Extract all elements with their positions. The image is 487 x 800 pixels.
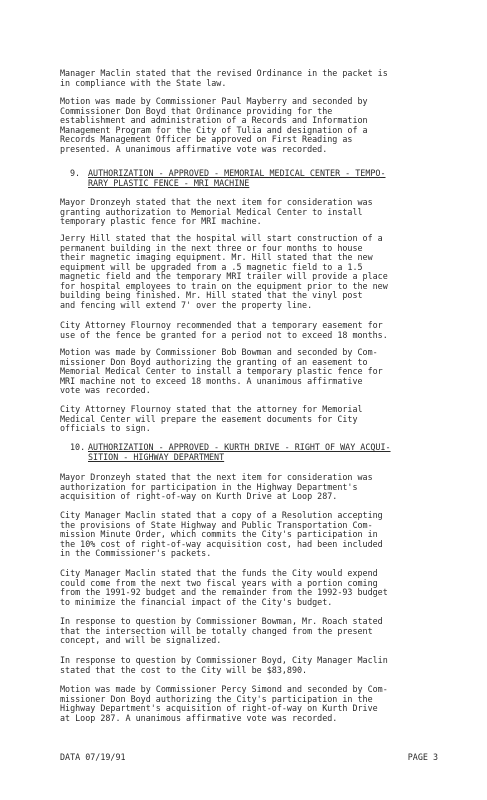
text-line: their magnetic imaging equipment. Mr. Hill stated that the new xyxy=(60,253,373,262)
text-line: in compliance with the State law. xyxy=(60,78,227,88)
paragraph-funds xyxy=(60,569,432,607)
text-line: concept, and will be signalized. xyxy=(60,636,222,645)
text-line: from the 1991-92 budget and the remainder from the 1992-93 budget xyxy=(60,588,388,597)
text-line: Medical Center will prepare the easement documents for City xyxy=(60,414,358,424)
text-line: missioner Don Boyd authorizing the City's participation in the xyxy=(60,694,373,704)
text-line: City Attorney Flournoy recommended that a temporary easement for xyxy=(60,321,383,330)
paragraph-kurth-motion xyxy=(60,685,432,723)
text-line: City Manager Maclin stated that a copy of a Resolution accepting xyxy=(60,511,383,520)
text-line: the 10% cost of right-of-way acquisition cost, had been included xyxy=(60,539,383,549)
text-line: MRI machine not to exceed 18 months. A unanimous affirmative xyxy=(60,376,363,386)
text-line: at Loop 287. A unanimous affirmative vote was recorded. xyxy=(60,713,338,723)
paragraph-mayor-kurth xyxy=(60,473,432,502)
text-line: Motion was made by Commissioner Percy Simond and seconded by Com- xyxy=(60,685,388,694)
text-line: that the intersection will be totally changed from the present xyxy=(60,626,373,636)
title-line: RARY PLASTIC FENCE - MRI MACHINE xyxy=(88,177,250,188)
text-line: Jerry Hill stated that the hospital will start construction of a xyxy=(60,234,383,243)
text-line: stated that the cost to the City will be $83,890. xyxy=(60,665,308,675)
text-line: Motion was made by Commissioner Paul Mayberry and seconded by xyxy=(60,97,368,106)
text-line: vote was recorded. xyxy=(60,386,151,395)
text-line: Memorial Medical Center to install a temporary plastic fence for xyxy=(60,367,383,376)
text-line: Manager Maclin stated that the revised Ordinance in the packet is xyxy=(60,69,388,78)
text-line: Mayor Dronzeyh stated that the next item for consideration was xyxy=(60,473,373,482)
text-line: Mayor Dronzeyh stated that the next item for consideration was xyxy=(60,198,373,207)
text-line: presented. A unanimous affirmative vote was recorded. xyxy=(60,144,328,154)
text-line: missioner Don Boyd authorizing the granting of an easement to xyxy=(60,357,368,367)
text-line: granting authorization to Memorial Medical Center to install xyxy=(60,207,363,217)
text-line: Commissioner Don Boyd that Ordinance providing for the xyxy=(60,106,333,116)
text-line: and fencing will extend 7' over the property line. xyxy=(60,300,313,310)
text-line: building being finished. Mr. Hill stated that the vinyl post xyxy=(60,291,363,300)
text-line: in the Commissioner's packets. xyxy=(60,549,212,558)
footer-page-number: PAGE 3 xyxy=(407,752,438,762)
text-line: magnetic field and the temporary MRI trailer will provide a place xyxy=(60,272,388,281)
paragraph-manager-statement xyxy=(60,69,432,88)
text-line: to minimize the financial impact of the City's budget. xyxy=(60,597,333,607)
item-number: 10. xyxy=(70,442,86,452)
title-line: AUTHORIZATION - APPROVED - MEMORIAL MEDICAL CENTER - TEMPO- xyxy=(88,168,386,178)
paragraph-records-motion xyxy=(60,97,432,154)
text-line: City Manager Maclin stated that the funds the City would expend xyxy=(60,569,378,578)
footer-date: DATA 07/19/91 xyxy=(60,752,126,762)
text-line: mission Minute Order, which commits the City's participation in xyxy=(60,530,378,539)
text-line: In response to question by Commissioner Boyd, City Manager Maclin xyxy=(60,656,388,665)
text-line: Highway Department's acquisition of right-of-way on Kurth Drive xyxy=(60,704,378,713)
paragraph-attorney-documents xyxy=(60,405,432,434)
text-line: equipment will be upgraded from a .5 magnetic field to a 1.5 xyxy=(60,262,363,272)
text-line: could come from the next two fiscal years with a portion coming xyxy=(60,578,378,588)
text-line: the provisions of State Highway and Public Transportation Com- xyxy=(60,520,373,530)
text-line: authorization for participation in the Highway Department's xyxy=(60,482,358,492)
text-line: establishment and administration of a Records and Information xyxy=(60,116,368,125)
paragraph-hill-statement xyxy=(60,234,432,310)
paragraph-resolution xyxy=(60,511,432,559)
title-line: AUTHORIZATION - APPROVED - KURTH DRIVE - RIGHT OF WAY ACQUI- xyxy=(88,442,391,452)
text-line: use of the fence be granted for a period not to exceed 18 months. xyxy=(60,330,388,340)
text-line: City Attorney Flournoy stated that the attorney for Memorial xyxy=(60,405,363,414)
item-number: 9. xyxy=(70,168,81,178)
paragraph-attorney-easement xyxy=(60,321,432,340)
text-line: for hospital employees to train on the equipment prior to the new xyxy=(60,281,388,291)
title-line: SITION - HIGHWAY DEPARTMENT xyxy=(88,451,225,462)
paragraph-intersection xyxy=(60,617,432,646)
text-line: permanent building in the next three or four months to house xyxy=(60,243,363,253)
item-title xyxy=(88,169,438,188)
text-line: temporary plastic fence for MRI machine. xyxy=(60,217,262,226)
text-line: Management Program for the City of Tulia and designation of a xyxy=(60,125,368,135)
paragraph-mayor-fence xyxy=(60,198,432,227)
item-title xyxy=(88,443,438,462)
text-line: Motion was made by Commissioner Bob Bowman and seconded by Com- xyxy=(60,348,378,357)
paragraph-cost xyxy=(60,656,432,675)
text-line: In response to question by Commissioner Bowman, Mr. Roach stated xyxy=(60,617,383,626)
text-line: Records Management Officer be approved on First Reading as xyxy=(60,135,353,144)
text-line: acquisition of right-of-way on Kurth Drive at Loop 287. xyxy=(60,492,338,501)
text-line: officials to sign. xyxy=(60,424,151,433)
paragraph-fence-motion xyxy=(60,348,432,396)
